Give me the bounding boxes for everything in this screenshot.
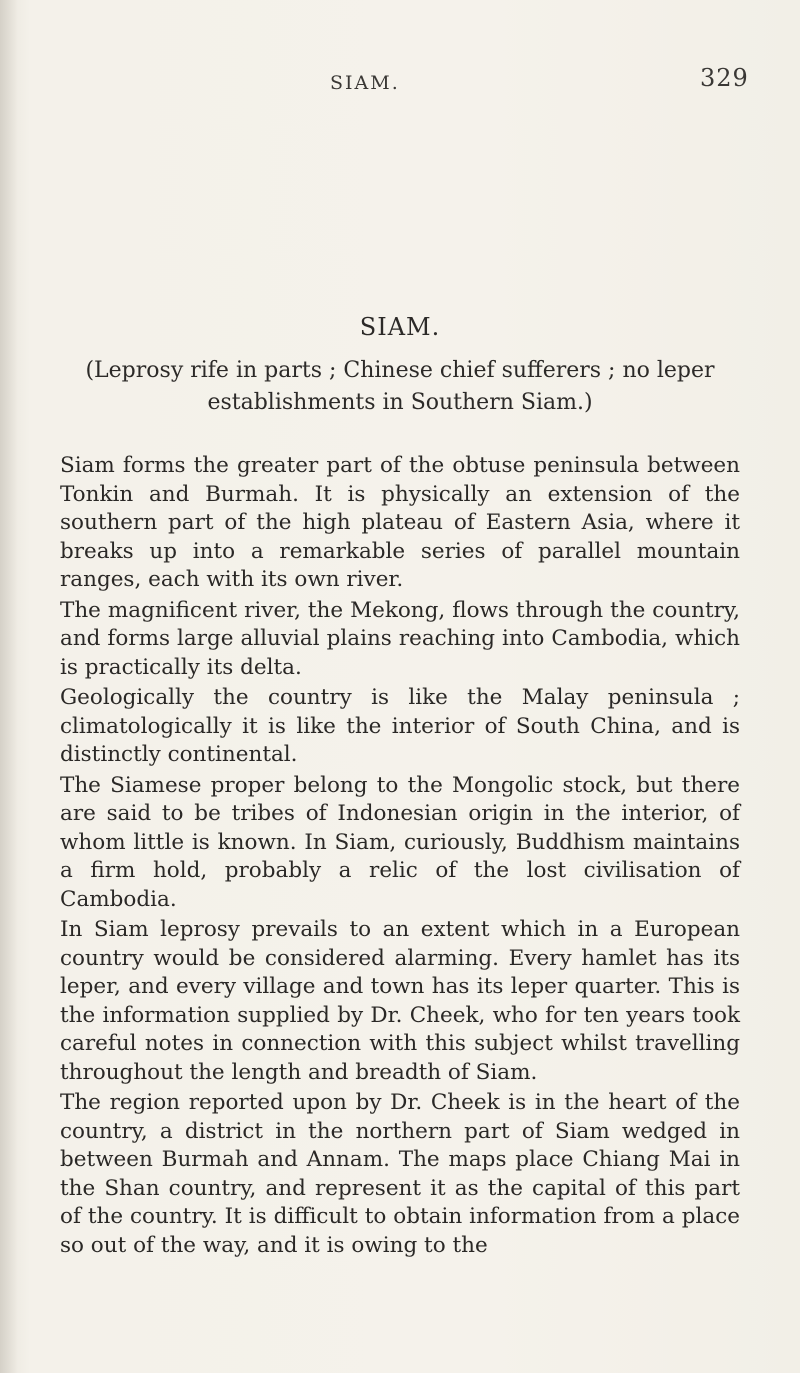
paragraph: Geologically the country is like the Malay peninsula ; climatologically it is like the interior of South China, and is distinctly continental.: [60, 685, 740, 767]
paragraph: The region reported upon by Dr. Cheek is in the heart of the country, a district in the northern part of Siam wedged in between Burmah and Annam. The maps place Chiang Mai in the Shan country, and represent it as the capital of this part of the country. It is difficult to obtain information from a place so out of the way, and it is owing to the: [60, 1090, 740, 1258]
running-head: SIAM.: [330, 72, 400, 94]
spine-shadow: [0, 0, 18, 1373]
body-text: [60, 452, 740, 1262]
section-subtitle: (Leprosy rife in parts ; Chinese chief sufferers ; no leper establishments in Southern Siam.): [85, 358, 715, 415]
section-title: SIAM.: [359, 313, 441, 341]
paragraph: The magnificent river, the Mekong, flows through the country, and forms large alluvial plains reaching into Cambodia, which is practically its delta.: [60, 597, 740, 680]
page-number: 329: [700, 64, 749, 92]
paragraph: The Siamese proper belong to the Mongolic stock, but there are said to be tribes of Indonesian origin in the interior, of whom little is known. In Siam, curiously, Buddhism maintains a firm hold, probably a relic of the lost civilisation of Cambodia.: [60, 772, 740, 912]
paragraph: In Siam leprosy prevails to an extent which in a European country would be considered alarming. Every hamlet has its leper, and every village and town has its leper quarter. This is the information supplied by Dr. Cheek, who for ten years took careful notes in connection with this subject whilst travelling throughout the length and breadth of Siam.: [60, 917, 740, 1085]
paragraph: Siam forms the greater part of the obtuse peninsula between Tonkin and Burmah. It is physically an extension of the southern part of the high plateau of Eastern Asia, where it breaks up into a remarkable series of parallel mountain ranges, each with its own river.: [60, 453, 740, 592]
